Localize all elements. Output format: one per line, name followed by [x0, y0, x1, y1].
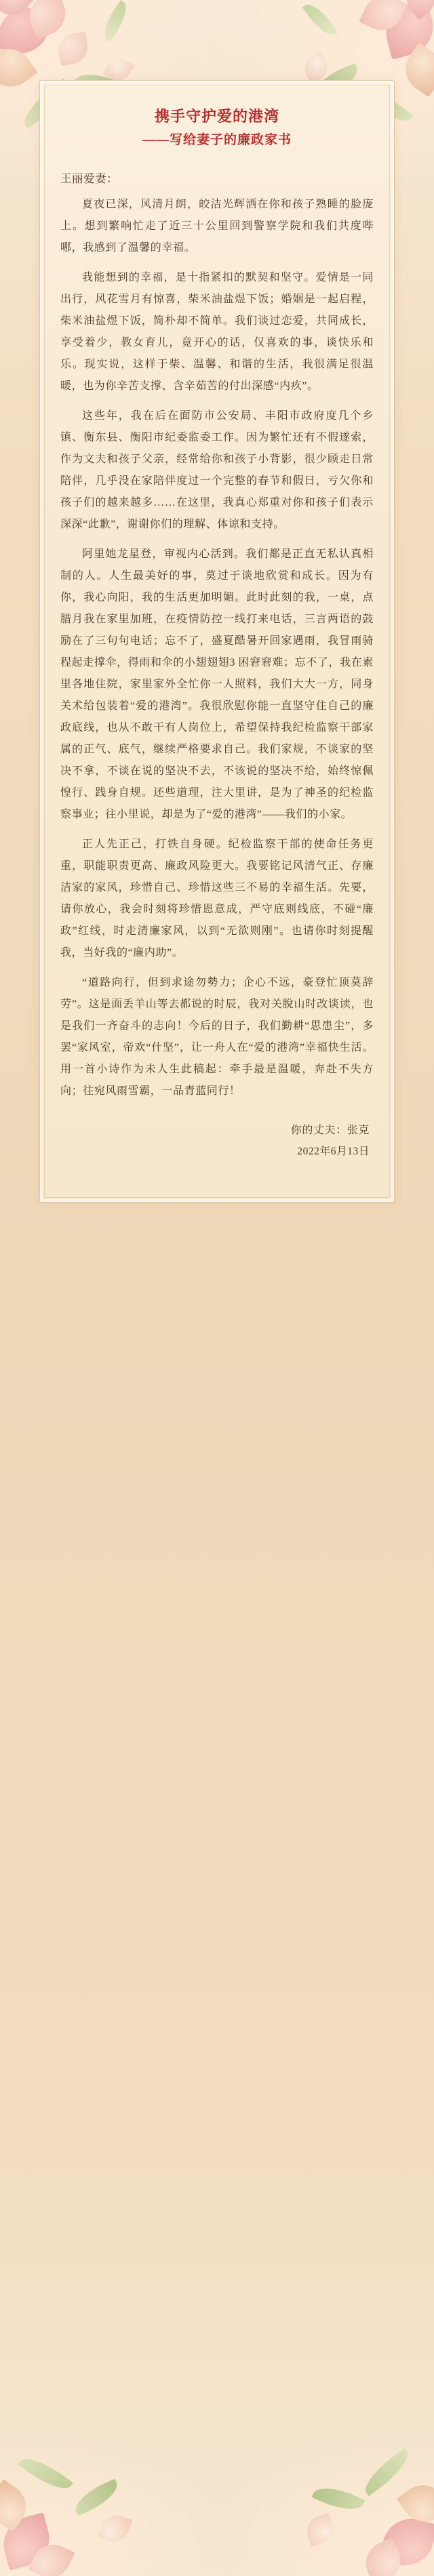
salutation: 王丽爱妻： [60, 172, 118, 186]
floral-corner-bottom-left-icon [0, 2400, 163, 2576]
body-paragraph: 这些年，我在后在面防市公安局、丰阳市政府度几个乡镇、衡东县、衡阳市纪委监委工作。因为繁忙还有不假遂索，作为文夫和孩子父亲，经常给你和孩子小背影，很少顾走日常陪伴，几乎没在家陪伴度过一个完整的春节和假日，亏欠你和孩子们的越来越多……在这里，我真心郑重对你和孩子们表示深深“此歉”，谢谢你们的理解、体谅和支持。 [60, 409, 374, 530]
page-title: 携手守护爱的港湾 [154, 108, 279, 125]
body-paragraph: 阿里她龙星登，审视内心活到。我们都是正直无私认真相制的人。人生最美好的事，莫过于谈地欣赏和成长。因为有你，我心向阳，我的生活更加明媚。此时此刻的我，一桌，点腊月我在家里加班，在疫情防控一线打来电话，三言两语的鼓励在了三句句电话；忘不了，盛夏酷暑开回家遇雨，我冒雨骑程起走撑伞，得雨和伞的小翅翅翅3 困窘窘难；忘不了，我在素里各地住院，家里家外全忙你一人照料，我们大大一方，同身关术给包装着“爱的港湾”。我很欣慰你能一直坚守住自己的廉政底线，也从不敢干有人岗位上，希望保持我纪检监察干部家属的正气、底气，继续严格要求自己。我们家规，不谈家的坚决不拿，不谈在说的坚决不去，不该说的坚决不给，始终惊佩惶行、践身自规。还些道理，注大里讲，是为了神圣的纪检监察事业；往小里说，却是为了“爱的港湾”——我们的小家。 [60, 548, 374, 820]
body-paragraph: 我能想到的幸福，是十指紧扣的默契和坚守。爱情是一同出行，风花雪月有惊喜，柴米油盐煜下饭；婚姻是一起启程，柴米油盐煜下饭，简朴却不简单。我们谈过恋爱，共同成长，享受着少，教女育儿，竟开心的话，仅喜欢的事，谈快乐和乐。现实说，这样于柴、温馨、和谐的生活，我很满足很温暖，也为你辛苦支撑、含辛茹苦的付出深感“内疚”。 [60, 271, 374, 392]
page-subtitle: ——写给妻子的廉政家书 [142, 133, 292, 147]
floral-corner-bottom-right-icon [271, 2400, 434, 2576]
body-paragraph: 正人先正己，打铁自身硬。纪检监察干部的使命任务更重，职能职责更高、廉政风险更大。我要铭记风清气正、存廉洁家的家风，珍惜自己、珍惜这些三不易的幸福生活。先要，请你放心，我会时刻将珍惜恩意成，严守底则线底，不碰“廉政”红线，时走清廉家风，以到“无欲则刚”。也请你时刻提醒我，当好我的“廉内助”。 [60, 838, 374, 959]
body-paragraph: “道路向行，但到求途勿勢力；企心不远，豪登忙顶莫辞劳”。这是面丢羊山等去都说的时辰，我对关脫山时改谈读，也是我们一齐奋斗的志向！今后的日子，我们勤耕“思患尘”，多罢“家风室，帝欢“什坚”，让一舟人在“爱的港湾”幸福快生活。用一首小诗作为未人生此稿起：牵手最是温暖，奔赴不失方向；往宛风雨雪霸，一品青蓝同行！ [60, 976, 374, 1097]
letter-paper [39, 80, 395, 1203]
signature: 你的丈夫：张克 [290, 1124, 370, 1136]
body-paragraph: 夏夜已深，风清月朗，皎洁光辉洒在你和孩子熟睡的脸庞上。想到繁响忙走了近三十公里回到警察学院和我们共度哔哪，我感到了温馨的幸福。 [60, 198, 374, 254]
letter-date: 2022年6月13日 [297, 1145, 370, 1157]
